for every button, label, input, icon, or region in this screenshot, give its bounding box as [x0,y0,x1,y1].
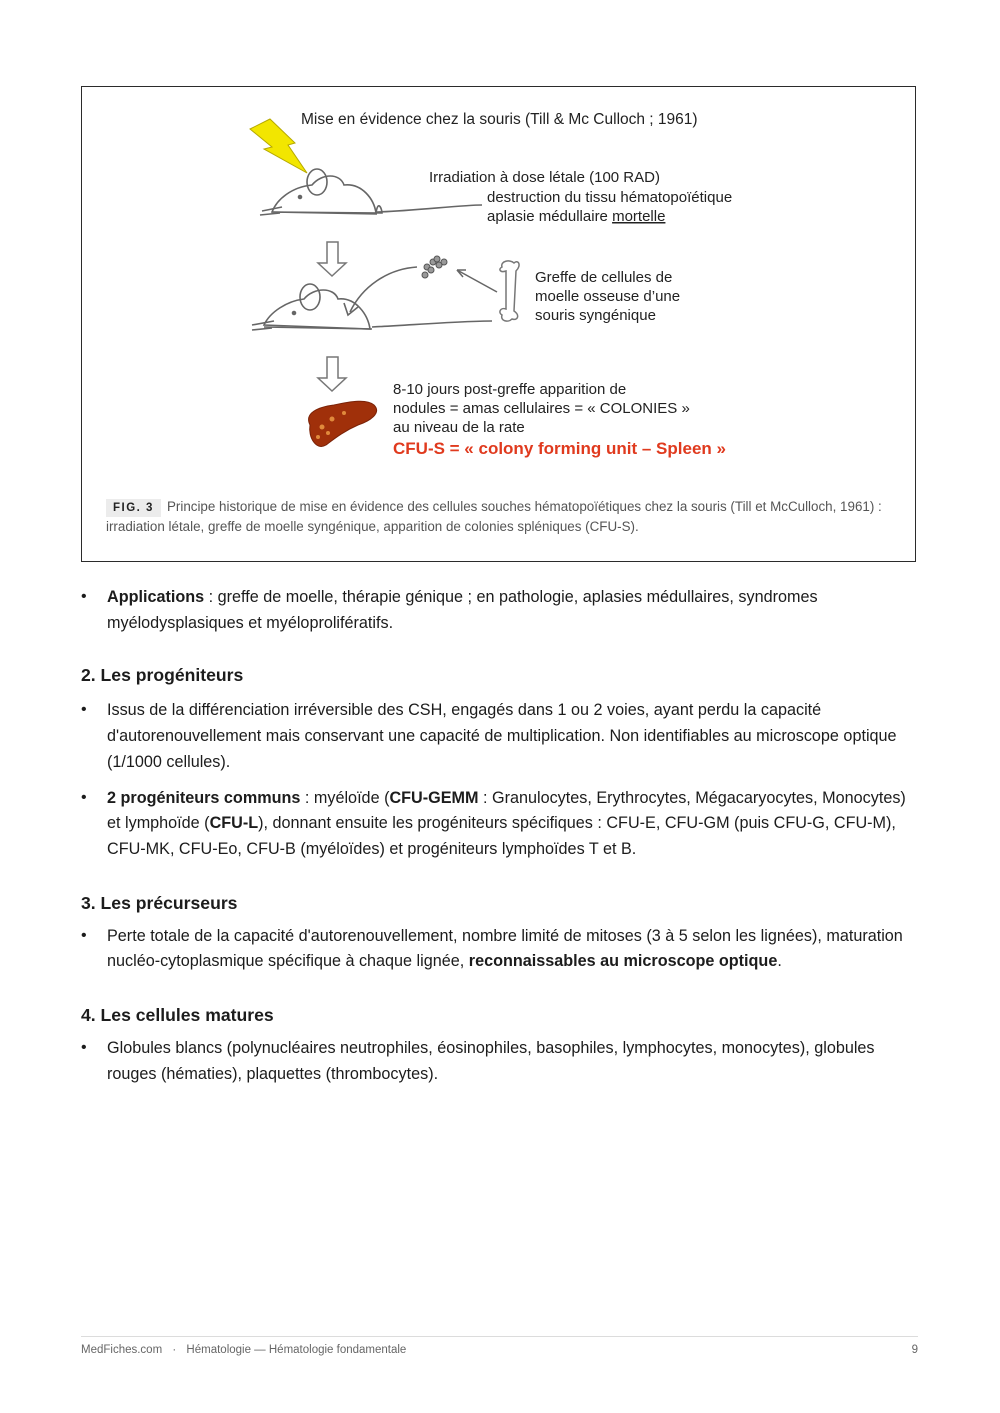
mouse-icon-grafted [252,267,492,330]
step1-line1: Irradiation à dose létale (100 RAD) [429,169,660,186]
figure-illustration [82,87,917,487]
page-number: 9 [911,1344,918,1356]
section3-bullet-bold: reconnaissables au microscope optique [468,952,778,971]
figure-title: Mise en évidence chez la souris (Till & Mc Culloch ; 1961) [301,111,698,128]
step1-line3 [487,208,665,225]
section3-bullet-text: Perte totale de la capacité d'autorenouvellement, nombre limité de mitoses (3 à 5 selon les lignées), maturation nucléo-cytoplasmique spécifique à chaque lignée, [107,926,903,971]
cells-cluster-icon [422,256,447,278]
section2-b2-bold3: CFU-L [209,814,259,833]
bullet-marker: • [81,701,87,719]
section4-bullet-text: Globules blancs (polynucléaires neutrophiles, éosinophiles, basophiles, lymphocytes, monocytes), globules rouges (hématies), plaquettes (thrombocytes). [107,1039,875,1083]
footer-site: MedFiches.com [81,1344,163,1356]
section2-bullet-2 [81,786,916,863]
page-footer [81,1344,918,1356]
footer-separator: · [172,1344,177,1356]
step3-line2: nodules = amas cellulaires = « COLONIES » [393,400,690,417]
section4-heading: 4. Les cellules matures [81,1005,274,1026]
figure-caption-text: Principe historique de mise en évidence des cellules souches hématopoïétiques chez la souris (Till et McCulloch, 1961) : irradiation létale, greffe de moelle syngénique, apparition de colonies spléniques (CFU-S). [106,499,882,534]
step1-line3-underlined: mortelle [612,208,666,225]
step1-line3-prefix: aplasie médullaire [487,208,613,225]
step2-line2: moelle osseuse d’une [535,288,681,305]
bullet-applications [81,585,916,636]
section4-bullet-1 [81,1036,916,1087]
figure-box [81,86,916,562]
figure-tag: FIG. 3 [106,499,161,517]
footer-path: Hématologie — Hématologie fondamentale [186,1344,407,1356]
lightning-icon [250,119,307,173]
step1-text [429,169,732,225]
section2-b2-t1: : myéloïde ( [300,788,390,807]
arrow-icon-graft [457,270,497,292]
applications-text: : greffe de moelle, thérapie génique ; en pathologie, aplasies médullaires, syndromes myélodysplasiques et myéloprolifératifs. [107,588,818,632]
step2-text [535,269,680,324]
section2-heading: 2. Les progéniteurs [81,665,244,686]
applications-label: Applications [107,588,205,606]
step3-line1: 8-10 jours post-greffe apparition de [393,381,627,398]
section2-b2-t3: ), donnant ensuite les progéniteurs spécifiques : CFU-E, CFU-GM (puis CFU-G, CFU-M), CFU-MK, CFU-Eo, CFU-B (myéloïdes) et progéniteurs lymphoïdes T et B. [107,814,896,858]
bullet-marker: • [81,1039,87,1057]
main-content [81,585,916,1097]
figure-caption [106,497,886,537]
step2-line1: Greffe de cellules de [535,269,673,286]
section3-heading: 3. Les précurseurs [81,892,238,913]
section3-bullet-1 [81,924,916,975]
step3-text [393,381,726,458]
bullet-marker: • [81,788,87,806]
section2-bullet-1-text: Issus de la différenciation irréversible des CSH, engagés dans 1 ou 2 voies, ayant perdu la capacité d'autorenouvellement mais conservant une capacité de multiplication. Non identifiables au microscope optique (1/1000 cellules). [107,701,897,771]
section2-bullet-1 [81,698,916,775]
step3-highlight: CFU-S = « colony forming unit – Spleen » [393,439,726,458]
section2-b2-bold2: CFU-GEMM [389,788,479,807]
step3-line3: au niveau de la rate [393,419,525,436]
section2-b2-bold1: 2 progéniteurs communs [107,788,301,807]
section2-b2-t2: : Granulocytes, Erythrocytes, Mégacaryocytes, Monocytes) et lymphoïde ( [107,788,906,833]
down-arrow-icon-1 [318,242,346,276]
down-arrow-icon-2 [318,357,346,391]
step1-line2: destruction du tissu hématopoïétique [487,189,733,206]
step2-line3: souris syngénique [535,307,656,324]
bone-icon [500,261,519,321]
spleen-icon [309,401,377,446]
section3-bullet-end: . [777,952,782,971]
bullet-marker: • [81,588,87,605]
footer-divider [81,1336,918,1337]
bullet-marker: • [81,926,87,944]
